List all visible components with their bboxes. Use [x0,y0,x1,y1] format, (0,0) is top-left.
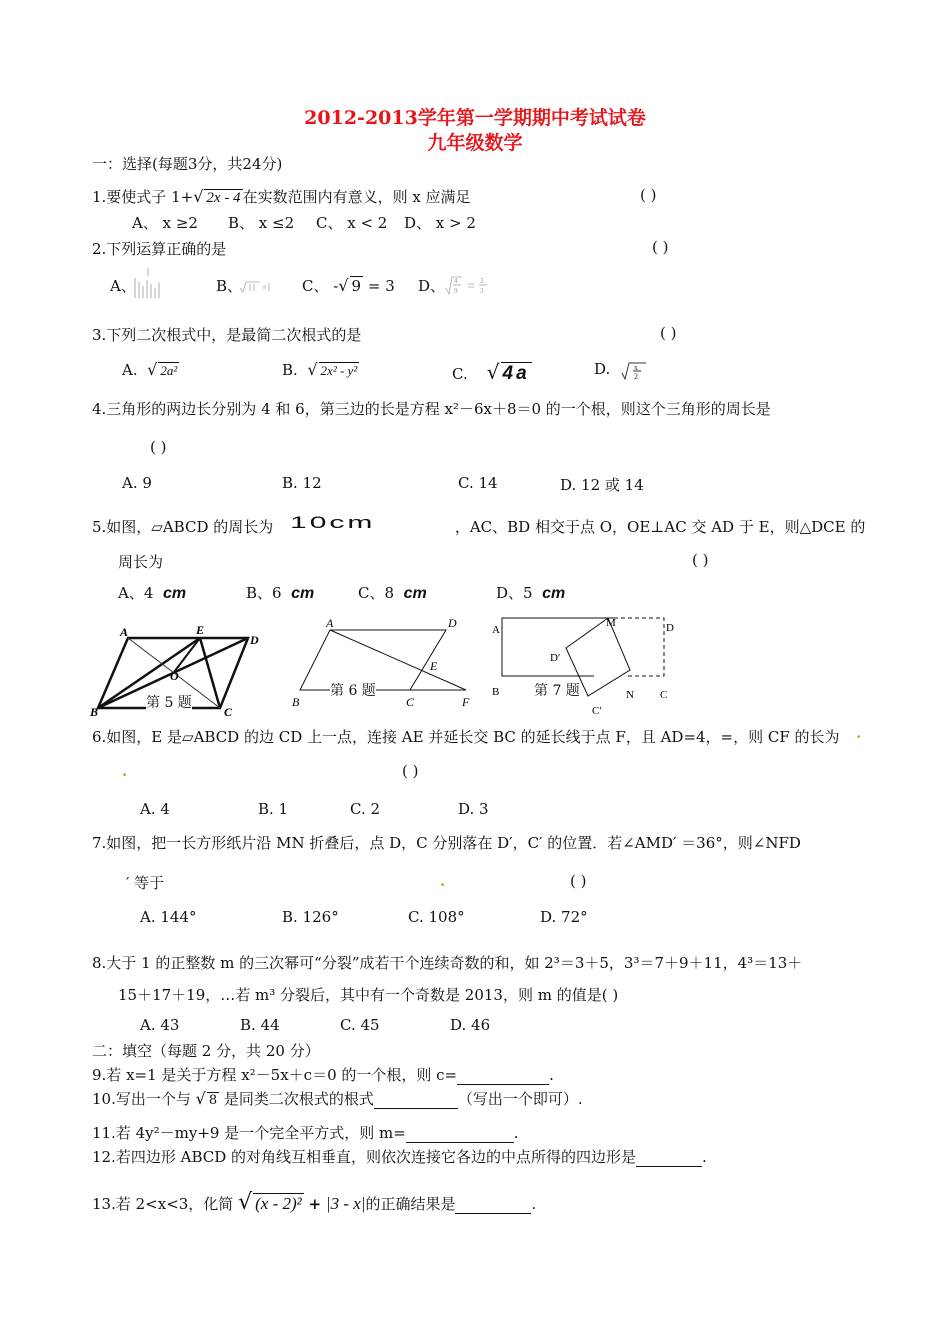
q5-stem-b: ，AC、BD 相交于点 O，OE⊥AC 交 AD 于 E，则△DCE 的 [454,518,866,536]
q3-answer-paren: ( ) [660,324,677,342]
q6-option-b: B. 1 [258,800,289,818]
q7-option-b: B. 126° [282,908,339,926]
q5-option-b [246,582,314,603]
q5-option-b-label: B、6 [246,584,282,602]
fig6-label-f: F [462,695,470,709]
svg-text:x: x [634,363,638,372]
q13-plus: + [308,1195,322,1213]
q3-option-c-radicand: 4a [502,363,530,384]
q1-option-a: A、 x ≥2 [132,214,198,232]
q11-stem: 11.若 4y²－my+9 是一个完全平方式，则 m= [92,1124,406,1142]
q5-answer-paren: ( ) [692,551,709,569]
question-2: 2.下列运算正确的是 [92,240,227,258]
q5-option-d-unit: cm [542,585,566,602]
q1-stem-a: 1.要使式子 1+ [92,188,194,206]
fig5-label-c: C [224,705,233,719]
figure-5-caption: 第 5 题 [146,692,192,712]
question-6: 6.如图，E 是▱ABCD 的边 CD 上一点，连接 AE 并延长交 BC 的延长线于点 F，且 AD=4，=，则 CF 的长为 [92,728,840,746]
q13-expr-1: (x - 2)² [255,1194,302,1213]
svg-text:2: 2 [480,277,484,285]
q3-option-d: D. [594,360,611,378]
q9-end: . [549,1066,554,1084]
fig6-label-d: D [448,616,457,630]
q13-stem-a: 13.若 2<x<3，化简 [92,1195,234,1213]
q2-option-c-radicand: 9 [351,277,362,295]
q6-option-d: D. 3 [458,800,489,818]
q7-answer-paren: ( ) [570,872,587,890]
q11-end: . [513,1124,519,1142]
q7-mark-dot: . [440,872,446,890]
q5-stem-a: 5.如图，▱ABCD 的周长为 [92,518,274,536]
q4-answer-paren: ( ) [150,438,167,456]
q3-option-a-label: A. [122,361,138,379]
fig7-label-c-prime: C′ [592,705,602,717]
q2-option-d-formula-image [444,274,490,298]
q4-option-c: C. 14 [458,474,498,492]
q3-option-c-label: C. [452,365,468,383]
q10-stem-c: （写出一个即可）. [457,1090,583,1108]
q7-option-c: C. 108° [408,908,465,926]
q5-option-a-label: A、4 [118,584,154,602]
svg-text:4: 4 [454,277,458,285]
q4-option-a: A. 9 [122,474,152,492]
q10-stem-b: 是同类二次根式的根式 [219,1090,374,1108]
q4-option-b: B. 12 [282,474,322,492]
q5-option-c [358,582,427,603]
section-heading-fill: 二：填空（每题 2 分，共 20 分） [92,1042,320,1060]
q10-answer-blank[interactable] [374,1090,458,1109]
q10-radicand: 8 [208,1093,218,1108]
q13-end: . [531,1195,537,1213]
fig7-label-m: M [606,617,616,629]
q2-option-d: D、 [418,277,446,295]
question-10: 10.写出一个与 √ 8 是同类二次根式的根式 （写出一个即可）. [92,1089,583,1108]
q13-answer-blank[interactable] [455,1195,531,1214]
fig5-label-b: B [90,705,99,719]
q8-option-c: C. 45 [340,1016,380,1034]
question-13: 13.若 2<x<3，化简 √ (x - 2)² + |3 - x|的正确结果是 . [92,1190,537,1215]
exam-subtitle: 九年级数学 [427,132,523,154]
q7-stem-b: ′ 等于 [126,874,165,892]
fig7-label-n: N [626,689,634,701]
q3-option-d-formula-image [620,360,650,382]
svg-text:3: 3 [480,287,484,295]
figure-6-caption: 第 6 题 [330,680,376,700]
q7-option-a: A. 144° [140,908,197,926]
q2-option-a-formula-image [132,266,164,300]
q6-option-c: C. 2 [350,800,381,818]
q1-radicand: 2x - 4 [206,190,241,206]
fig5-label-e: E [196,623,205,637]
q5-option-a-unit: cm [162,585,187,602]
q3-option-b: B. √ 2x² - y² [282,360,358,379]
question-12 [92,1146,707,1167]
q1-option-b: B、 x ≤2 [228,214,295,232]
q7-option-d: D. 72° [540,908,588,926]
q8-option-b: B. 44 [240,1016,280,1034]
q2-option-a: A、 [110,277,136,295]
q9-stem: 9.若 x=1 是关于方程 x²－5x＋c＝0 的一个根，则 c= [92,1066,458,1084]
exam-title: 2012-2013学年第一学期期中考试试卷 [304,107,646,129]
fig7-label-d-prime: D′ [550,652,561,664]
q1-answer-paren: ( ) [640,186,657,204]
q6-mark-dot-2: . [122,762,128,780]
q1-option-d: D、 x > 2 [404,214,476,232]
fig7-label-a: A [492,624,500,636]
q2-option-c: C、 -√ 9 = 3 [302,276,395,295]
question-1: 1.要使式子 1+√ 2x - 4 在实数范围内有意义，则 x 应满足 [92,187,471,206]
q6-option-a: A. 4 [140,800,170,818]
figure-6-parallelogram [290,612,480,712]
figure-7-caption: 第 7 题 [534,680,580,700]
q1-stem-b: 在实数范围内有意义，则 x 应满足 [242,188,471,206]
fig6-label-c: C [406,695,415,709]
q5-option-d [496,582,565,603]
q12-answer-blank[interactable] [636,1148,702,1167]
q8-option-d: D. 46 [450,1016,491,1034]
q8-option-a: A. 43 [140,1016,180,1034]
q2-option-c-result: = 3 [367,277,395,295]
fig7-label-c: C [660,689,668,701]
q12-stem: 12.若四边形 ABCD 的对角线互相垂直，则依次连接它各边的中点所得的四边形是 [92,1148,637,1166]
q6-answer-paren: ( ) [402,762,419,780]
question-4: 4.三角形的两边长分别为 4 和 6，第三边的长是方程 x²－6x＋8＝0 的一个根，则这个三角形的周长是 [92,400,771,418]
fig7-label-b: B [492,686,500,698]
q2-answer-paren: ( ) [652,238,669,256]
fig7-label-d: D [666,622,674,634]
q6-mark-dot: . [856,724,862,742]
q4-option-d: D. 12 或 14 [560,476,644,494]
q5-stem-c: 周长为 [118,553,164,571]
q1-option-c: C、 x < 2 [316,214,388,232]
fig6-label-a: A [326,616,334,630]
question-11 [92,1122,519,1143]
question-5 [92,506,865,540]
q8-stem-b: 15＋17＋19，…若 m³ 分裂后，其中有一个奇数是 2013，则 m 的值是( ) [118,986,619,1004]
q13-stem-b: 的正确结果是 [365,1195,456,1213]
q3-option-b-radicand: 2x² - y² [320,363,358,378]
q5-perimeter-value: 10cm [290,513,376,532]
q3-option-b-label: B. [282,361,298,379]
section-heading-choice: 一：选择(每题3分，共24分) [92,155,283,173]
svg-text:9: 9 [454,287,458,295]
q12-end: . [702,1148,707,1166]
q2-option-b-formula-image [238,280,274,294]
q5-option-c-label: C、8 [358,584,395,602]
q10-stem-a: 10.写出一个与 [92,1090,191,1108]
q2-option-c-label: C、 - [302,277,339,295]
fig5-label-a: A [120,625,129,639]
q3-option-a-radicand: 2a² [160,363,178,378]
q9-answer-blank[interactable] [457,1066,549,1085]
q11-answer-blank[interactable] [406,1124,514,1143]
fig5-label-o: O [170,669,179,683]
fig6-label-b: B [292,695,300,709]
q5-option-c-unit: cm [403,585,427,602]
q13-expr-2: |3 - x| [325,1194,366,1213]
q3-option-a: A. √ 2a² [122,360,178,379]
fig6-label-e: E [430,659,438,673]
fig5-label-d: D [250,633,259,647]
q3-option-c: C. √ 4a [452,360,530,384]
q5-option-d-label: D、5 [496,584,533,602]
question-9 [92,1064,554,1085]
question-7: 7.如图，把一长方形纸片沿 MN 折叠后，点 D，C 分别落在 D′，C′ 的位置．若∠AMD′ ＝36°，则∠NFD [92,834,801,852]
question-8: 8.大于 1 的正整数 m 的三次幂可“分裂”成若干个连续奇数的和，如 2³＝3＋5，3³＝7＋9＋11，4³＝13＋ [92,954,803,972]
q2-option-b: B、 [216,277,243,295]
figure-7-folded-rectangle [486,610,686,718]
q5-option-b-unit: cm [291,585,315,602]
svg-text:2: 2 [634,372,638,381]
q5-option-a [118,582,186,603]
question-3: 3.下列二次根式中，是最简二次根式的是 [92,326,362,344]
